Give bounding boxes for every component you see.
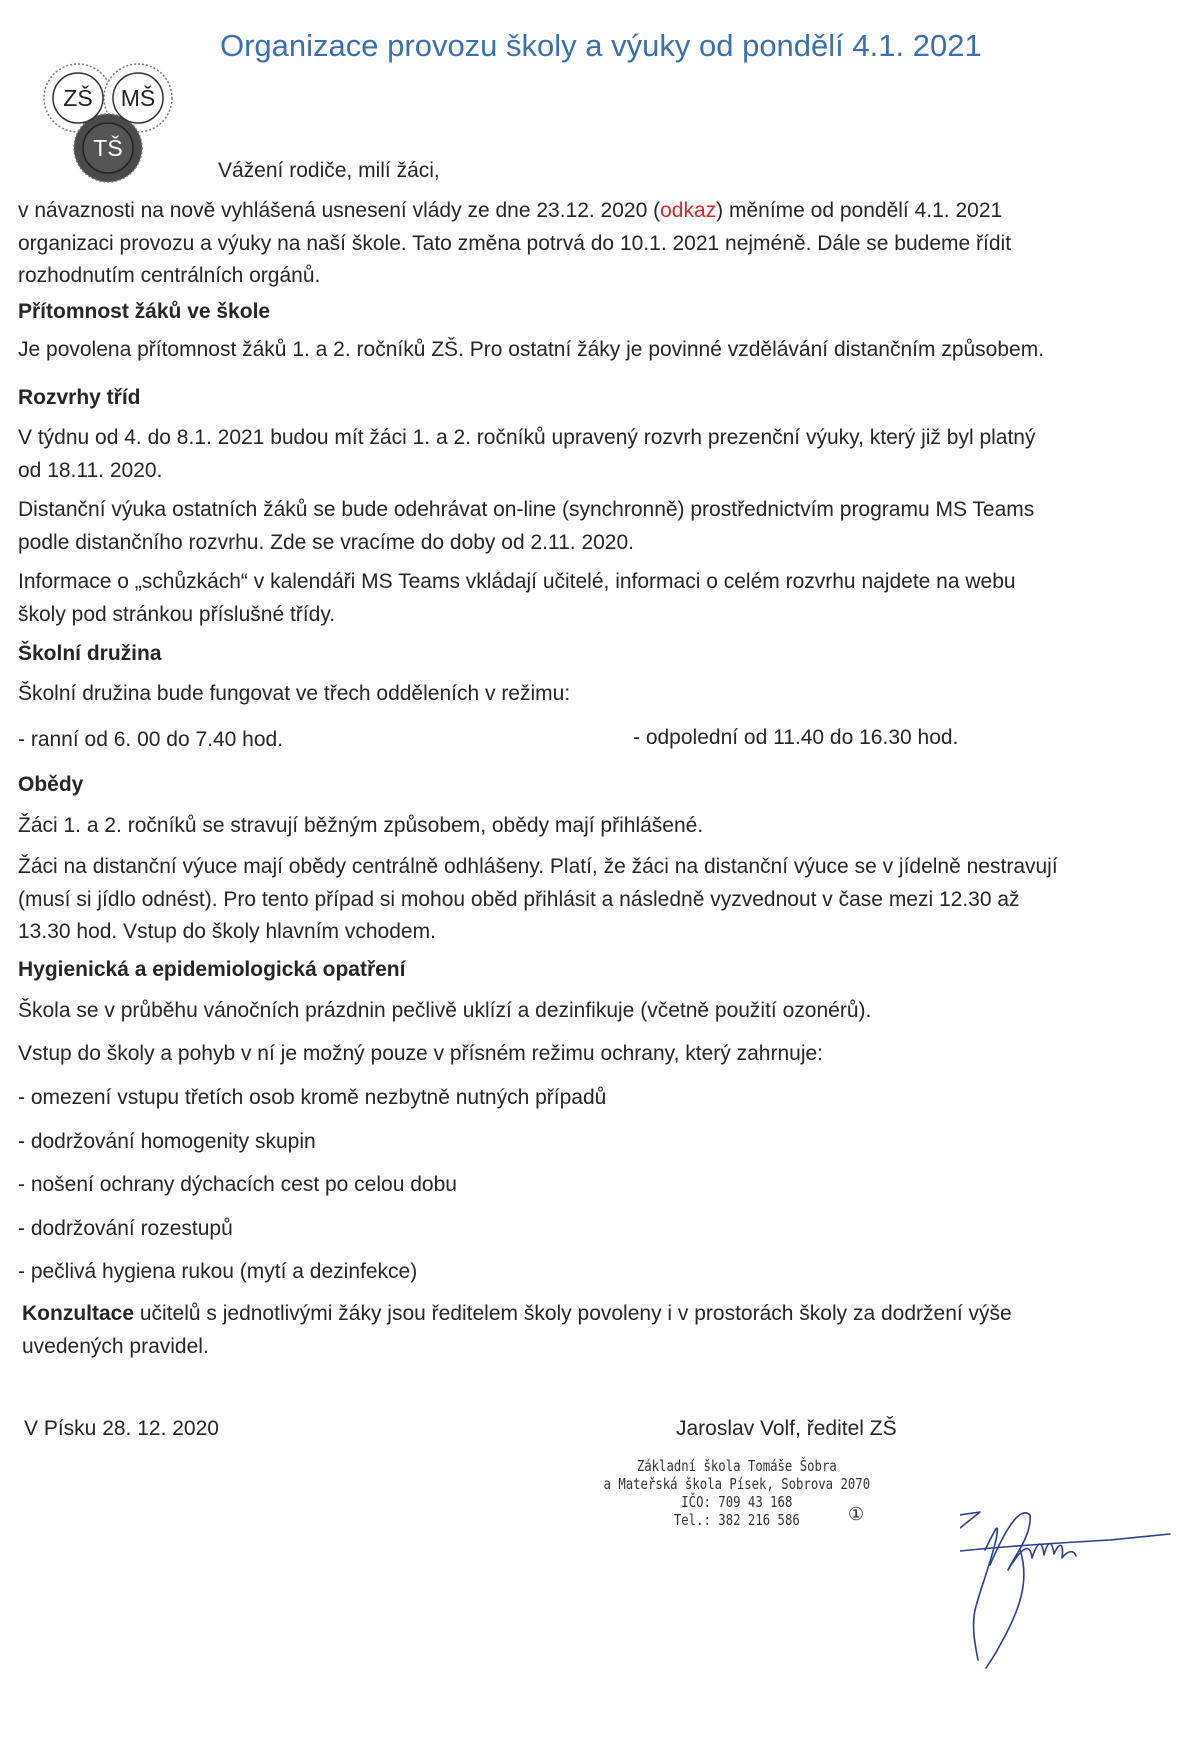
obedy-p2-line-2: (musí si jídlo odnést). Pro tento případ si mohou oběd přihlásit a následně vyzvednout v čase mezi 12.30 až <box>18 887 1020 911</box>
place-date: V Písku 28. 12. 2020 <box>24 1417 219 1440</box>
rozvrhy-paragraph-1 <box>18 422 1036 487</box>
obedy-paragraph-2 <box>18 851 1058 949</box>
hygiena-paragraph-1: Škola se v průběhu vánočních prázdnin pečlivě uklízí a dezinfikuje (včetně použití ozonérů). <box>18 999 872 1022</box>
rozvrhy-p3-line-1: Informace o „schůzkách“ v kalendáři MS Teams vkládají učitelé, informaci o celém rozvrhu najdete na webu <box>18 570 1016 593</box>
druzina-paragraph: Školní družina bude fungovat ve třech odděleních v režimu: <box>18 682 571 705</box>
hygiena-item: - dodržování rozestupů <box>18 1217 233 1240</box>
signer-name: Jaroslav Volf, ředitel ZŠ <box>676 1417 897 1440</box>
stamp-mark: ① <box>848 1504 865 1525</box>
handwritten-signature <box>960 1510 1190 1670</box>
rozvrhy-paragraph-2 <box>18 494 1034 559</box>
intro-line-1 <box>18 195 1011 228</box>
greeting: Vážení rodiče, milí žáci, <box>218 159 440 182</box>
hygiena-item: - dodržování homogenity skupin <box>18 1130 316 1153</box>
heading-rozvrhy: Rozvrhy tříd <box>18 386 141 409</box>
rozvrhy-p1-line-2: od 18.11. 2020. <box>18 458 163 482</box>
school-stamp <box>603 1457 870 1529</box>
stamp-line-4: Tel.: 382 216 586 <box>673 1511 800 1529</box>
konzultace-line-1-text: učitelů s jednotlivými žáky jsou ředitelem školy povoleny i v prostorách školy za dodržení výše <box>134 1302 1012 1325</box>
stamp-line-1: Základní škola Tomáše Šobra <box>636 1457 837 1475</box>
obedy-p2-line-1: Žáci na distanční výuce mají obědy centrálně odhlášeny. Platí, že žáci na distanční výuce se v jídelně nestravují <box>18 855 1058 878</box>
rozvrhy-p1-line-1: V týdnu od 4. do 8.1. 2021 budou mít žáci 1. a 2. ročníků upravený rozvrh prezenční výuky, který již byl platný <box>18 426 1036 449</box>
hygiena-item: - pečlivá hygiena rukou (mytí a dezinfekce) <box>18 1260 418 1283</box>
logo-text-zs: ZŠ <box>63 85 93 111</box>
hygiena-item: - omezení vstupu třetích osob kromě nezbytně nutných případů <box>18 1086 607 1109</box>
heading-druzina: Školní družina <box>18 642 162 665</box>
intro-text-before-link: v návaznosti na nově vyhlášená usnesení vlády ze dne 23.12. 2020 ( <box>18 199 661 222</box>
page-title: Organizace provozu školy a výuky od pondělí 4.1. 2021 <box>220 28 982 63</box>
rozvrhy-p2-line-2: podle distančního rozvrhu. Zde se vracíme do doby od 2.11. 2020. <box>18 530 634 554</box>
hygiena-paragraph-2: Vstup do školy a pohyb v ní je možný pouze v přísném režimu ochrany, který zahrnuje: <box>18 1042 823 1065</box>
hygiena-item: - nošení ochrany dýchacích cest po celou dobu <box>18 1173 457 1196</box>
school-logo <box>38 58 178 188</box>
obedy-paragraph-1: Žáci 1. a 2. ročníků se stravují běžným způsobem, obědy mají přihlášené. <box>18 814 704 837</box>
intro-line-3: rozhodnutím centrálních orgánů. <box>18 264 321 287</box>
heading-hygiena: Hygienická a epidemiologická opatření <box>18 958 406 981</box>
logo-text-ts: TŠ <box>93 135 123 161</box>
stamp-line-3: IČO: 709 43 168 <box>681 1493 793 1511</box>
logo-text-ms: MŠ <box>120 85 156 111</box>
druzina-odpoledni: - odpolední od 11.40 do 16.30 hod. <box>633 726 959 749</box>
konzultace-bold: Konzultace <box>22 1302 135 1325</box>
rozvrhy-paragraph-3 <box>18 566 1016 631</box>
odkaz-link[interactable]: odkaz <box>660 199 717 222</box>
obedy-p2-line-3: 13.30 hod. Vstup do školy hlavním vchodem. <box>18 920 436 943</box>
heading-obedy: Obědy <box>18 773 84 796</box>
rozvrhy-p2-line-1: Distanční výuka ostatních žáků se bude odehrávat on-line (synchronně) prostřednictvím programu MS Teams <box>18 498 1035 521</box>
konzultace-line-2: uvedených pravidel. <box>22 1334 209 1358</box>
konzultace-paragraph <box>22 1298 1012 1363</box>
rozvrhy-p3-line-2: školy pod stránkou příslušné třídy. <box>18 602 336 626</box>
heading-pritomnost: Přítomnost žáků ve škole <box>18 300 271 323</box>
druzina-ranni: - ranní od 6. 00 do 7.40 hod. <box>18 728 284 751</box>
konzultace-line-1 <box>22 1298 1012 1331</box>
stamp-line-2: a Mateřská škola Písek, Sobrova 2070 <box>603 1475 870 1493</box>
intro-paragraph <box>18 195 1011 293</box>
intro-line-2: organizaci provozu a výuky na naší škole. Tato změna potrvá do 10.1. 2021 nejméně. Dále se budeme řídit <box>18 231 1012 255</box>
intro-text-after-link: ) měníme od pondělí 4.1. 2021 <box>716 199 1003 222</box>
pritomnost-paragraph: Je povolena přítomnost žáků 1. a 2. ročníků ZŠ. Pro ostatní žáky je povinné vzdělávání distančním způsobem. <box>18 338 1045 361</box>
